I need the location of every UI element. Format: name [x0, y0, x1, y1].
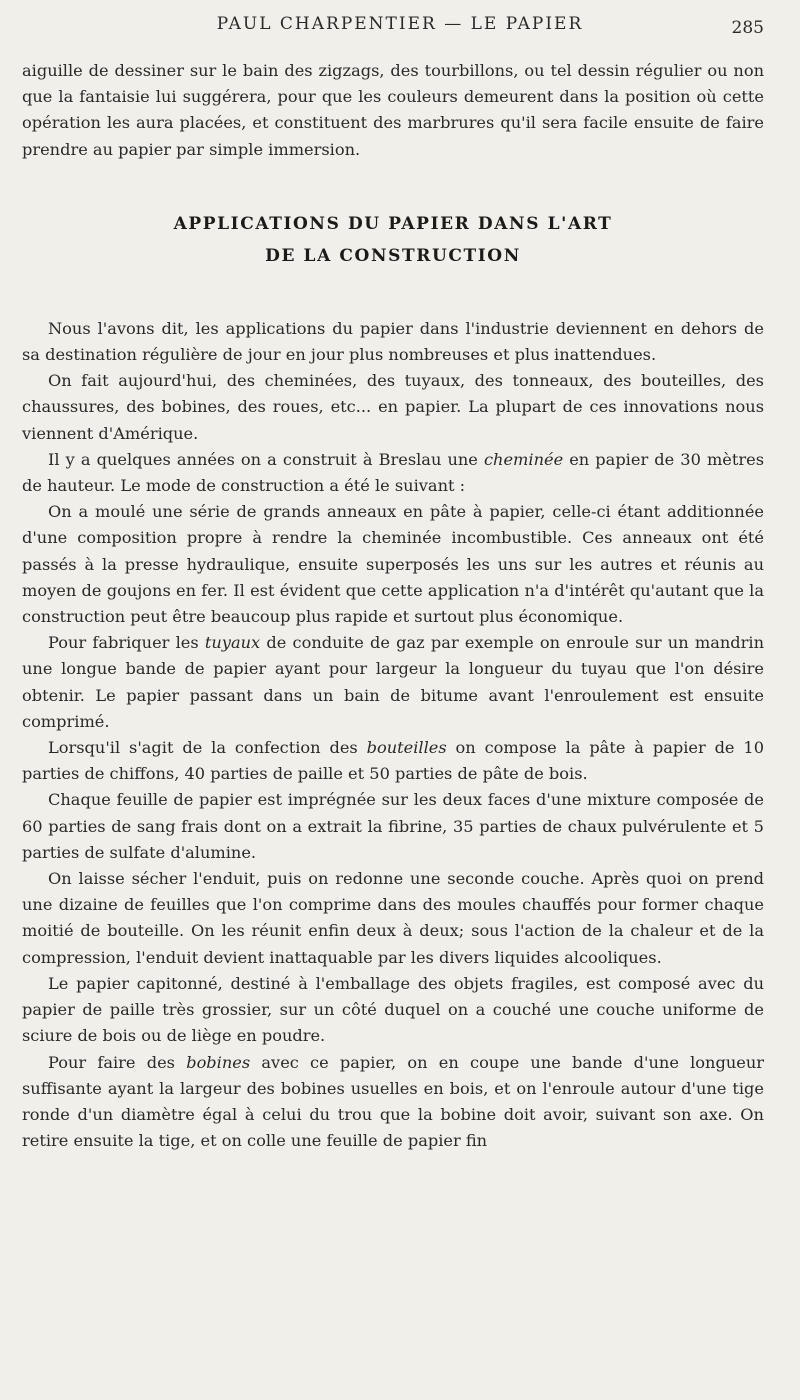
running-header	[0, 14, 800, 44]
text-run: de conduite de gaz par exemple on enroule sur un mandrin une longue bande de papier ayant pour largeur la longueur du tuyau que l'on désire obtenir. Le papier passant dans un bain de bitume avant l'enroulement est ensuite comprimé.	[22, 633, 764, 731]
paragraph: On a moulé une série de grands anneaux en pâte à papier, celle-ci étant additionnée d'une composition propre à rendre la cheminée incombustible. Ces anneaux ont été passés à la presse hydraulique, ensuite superposés les uns sur les autres et réunis au moyen de goujons en fer. Il est évident que cette application n'a d'intérêt qu'autant que la construction peut être beaucoup plus rapide et surtout plus économique.	[22, 502, 764, 627]
paragraph: Nous l'avons dit, les applications du papier dans l'industrie deviennent en dehors de sa destination régulière de jour en jour plus nombreuses et plus inattendues.	[22, 318, 764, 365]
running-title: PAUL CHARPENTIER — LE PAPIER	[216, 14, 584, 34]
paragraph: On fait aujourd'hui, des cheminées, des tuyaux, des tonneaux, des bouteilles, des chaussures, des bobines, des roues, etc... en papier. La plupart de ces innovations nous viennent d'Amérique.	[22, 371, 764, 443]
text-run: en papier de 30 mètres de hauteur. Le mode de construction a été le suivant :	[22, 449, 765, 496]
body-text	[22, 58, 764, 1154]
heading-line-1: APPLICATIONS DU PAPIER DANS L'ART	[173, 213, 613, 234]
text-run: Pour fabriquer les	[48, 633, 205, 653]
page-number: 285	[731, 18, 764, 38]
paragraph	[22, 447, 764, 499]
text-run: on compose la pâte à papier de 10 parties de chiffons, 40 parties de paille et 50 parties de pâte de bois.	[22, 738, 764, 784]
paragraph: Le papier capitonné, destiné à l'emballage des objets fragiles, est composé avec du papier de paille très grossier, sur un côté duquel on a couché une couche uniforme de sciure de bois ou de liège en poudre.	[22, 973, 764, 1046]
paragraph: aiguille de dessiner sur le bain des zigzags, des tourbillons, ou tel dessin régulier ou non que la fantaisie lui suggérera, pour que les couleurs demeurent dans la position où cette opération les aura placées, et constituent des marbrures qu'il sera facile ensuite de faire prendre au papier par simple immersion.	[22, 61, 764, 159]
italic-term: tuyaux	[204, 633, 261, 653]
heading-line-2: DE LA CONSTRUCTION	[265, 245, 521, 266]
section-heading	[22, 208, 764, 272]
paragraph	[22, 735, 764, 787]
paragraph	[22, 1050, 764, 1155]
text-run: Lorsqu'il s'agit de la confection des	[48, 738, 367, 758]
text-run: Pour faire des	[48, 1052, 187, 1072]
paragraph	[22, 630, 764, 735]
text-run: Il y a quelques années on a construit à Breslau une	[48, 449, 484, 469]
paragraph: On laisse sécher l'enduit, puis on redonne une seconde couche. Après quoi on prend une dizaine de feuilles que l'on comprime dans des moules chauffés pour former chaque moitié de bouteille. On les réunit enfin deux à deux; sous l'action de la chaleur et de la compression, l'enduit devient inattaquable par les divers liquides alcooliques.	[22, 869, 764, 967]
paragraph: Chaque feuille de papier est imprégnée sur les deux faces d'une mixture composée de 60 parties de sang frais dont on a extrait la fibrine, 35 parties de chaux pulvérulente et 5 parties de sulfate d'alumine.	[22, 790, 764, 862]
italic-term: bouteilles	[366, 738, 447, 758]
italic-term: cheminée	[483, 449, 564, 469]
text-run: avec ce papier, on en coupe une bande d'une longueur suffisante ayant la largeur des bobines usuelles en bois, et on l'enroule autour d'une tige ronde d'un diamètre égal à celui du trou que la bobine doit avoir, suivant son axe. On retire ensuite la tige, et on colle une feuille de papier fin	[22, 1052, 764, 1151]
italic-term: bobines	[186, 1052, 251, 1072]
